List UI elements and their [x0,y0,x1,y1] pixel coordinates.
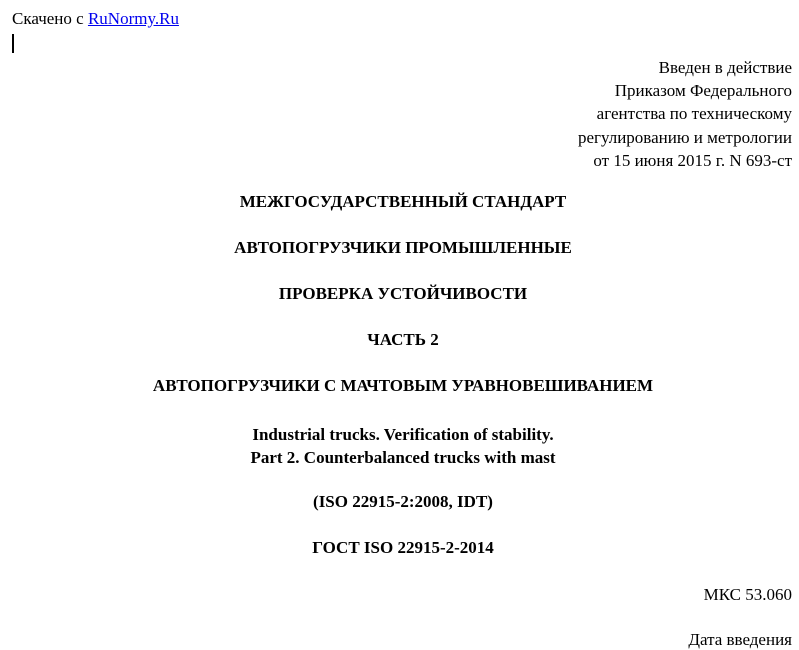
english-title-line-2: Part 2. Counterbalanced trucks with mast [250,448,556,467]
source-line [12,8,179,30]
subject-heading: АВТОПОГРУЗЧИКИ ПРОМЫШЛЕННЫЕ [234,238,572,257]
runormy-link[interactable]: RuNormy.Ru [87,9,179,28]
enactment-block [578,56,792,172]
english-title [0,423,799,469]
part-heading: ЧАСТЬ 2 [367,330,439,349]
gost-designation: ГОСТ ISO 22915-2-2014 [312,538,494,557]
enactment-line: от 15 июня 2015 г. N 693-ст [593,150,792,170]
enactment-line: регулированию и метрологии [577,127,792,147]
standard-type-heading: МЕЖГОСУДАРСТВЕННЫЙ СТАНДАРТ [239,192,567,211]
topic-heading: ПРОВЕРКА УСТОЙЧИВОСТИ [278,284,528,303]
text-cursor [12,34,14,53]
mks-code: МКС 53.060 [703,585,792,604]
enactment-line: Введен в действие [658,58,792,77]
part-title-heading: АВТОПОГРУЗЧИКИ С МАЧТОВЫМ УРАВНОВЕШИВАНИЕМ [152,376,654,395]
enactment-line: Приказом Федерального [614,81,792,101]
english-title-line-1: Industrial trucks. Verification of stability. [252,425,554,444]
enactment-line: агентства по техническому [596,104,792,124]
iso-reference: (ISO 22915-2:2008, IDT) [313,492,493,511]
source-prefix: Скачено с [12,9,88,28]
introduction-date-label: Дата введения [688,630,792,649]
